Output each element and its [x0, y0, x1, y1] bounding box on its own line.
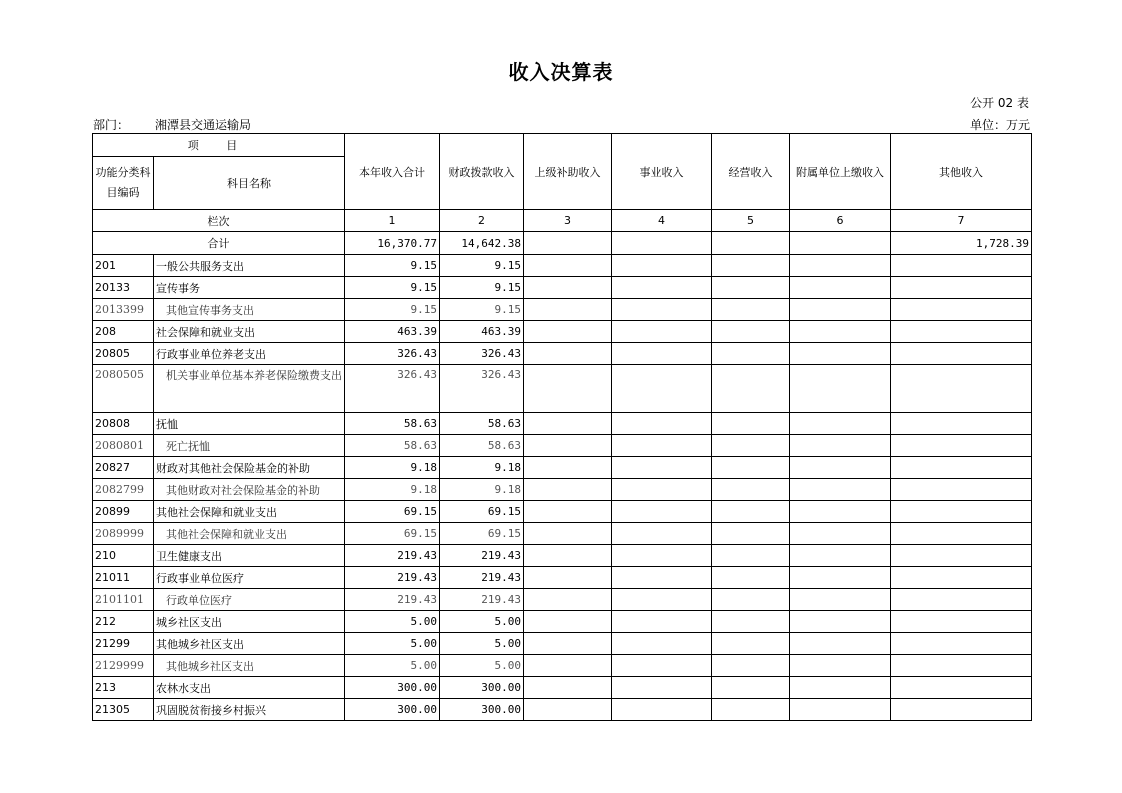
row-operating-income — [712, 457, 790, 479]
row-subject-name: 其他城乡社区支出 — [154, 655, 345, 677]
row-other-income — [891, 435, 1032, 457]
row-affiliated-income — [790, 699, 891, 721]
row-affiliated-income — [790, 523, 891, 545]
row-subject-name: 其他社会保障和就业支出 — [154, 501, 345, 523]
row-fiscal-income: 58.63 — [440, 413, 524, 435]
total-total-income: 16,370.77 — [345, 232, 440, 255]
row-operating-income — [712, 365, 790, 413]
row-subject-name: 其他宣传事务支出 — [154, 299, 345, 321]
income-table — [92, 133, 1032, 721]
row-other-income — [891, 501, 1032, 523]
row-subject-name: 其他财政对社会保险基金的补助 — [154, 479, 345, 501]
table-row — [93, 413, 1032, 435]
row-superior-subsidy — [524, 365, 612, 413]
row-business-income — [612, 255, 712, 277]
row-business-income — [612, 545, 712, 567]
table-row — [93, 435, 1032, 457]
table-row — [93, 255, 1032, 277]
row-operating-income — [712, 545, 790, 567]
row-business-income — [612, 413, 712, 435]
row-superior-subsidy — [524, 255, 612, 277]
row-other-income — [891, 343, 1032, 365]
row-total-income: 326.43 — [345, 343, 440, 365]
row-subject-name: 其他城乡社区支出 — [154, 633, 345, 655]
table-row — [93, 343, 1032, 365]
row-business-income — [612, 435, 712, 457]
row-total-income: 219.43 — [345, 589, 440, 611]
row-code: 20808 — [93, 413, 154, 435]
header-affiliated-income: 附属单位上缴收入 — [790, 134, 891, 210]
row-subject-name: 社会保障和就业支出 — [154, 321, 345, 343]
header-index-2: 2 — [440, 210, 524, 232]
row-business-income — [612, 567, 712, 589]
row-fiscal-income: 300.00 — [440, 677, 524, 699]
row-superior-subsidy — [524, 501, 612, 523]
row-superior-subsidy — [524, 677, 612, 699]
row-subject-name: 机关事业单位基本养老保险缴费支出 — [154, 365, 345, 413]
row-operating-income — [712, 677, 790, 699]
row-subject-name: 财政对其他社会保险基金的补助 — [154, 457, 345, 479]
row-other-income — [891, 633, 1032, 655]
row-fiscal-income: 300.00 — [440, 699, 524, 721]
row-affiliated-income — [790, 413, 891, 435]
row-subject-name: 城乡社区支出 — [154, 611, 345, 633]
row-business-income — [612, 523, 712, 545]
row-total-income: 9.15 — [345, 299, 440, 321]
row-other-income — [891, 321, 1032, 343]
row-fiscal-income: 463.39 — [440, 321, 524, 343]
row-subject-name: 巩固脱贫衔接乡村振兴 — [154, 699, 345, 721]
row-operating-income — [712, 413, 790, 435]
row-operating-income — [712, 633, 790, 655]
row-total-income: 9.15 — [345, 255, 440, 277]
row-superior-subsidy — [524, 589, 612, 611]
row-code: 2080801 — [93, 435, 154, 457]
row-subject-name: 宣传事务 — [154, 277, 345, 299]
row-operating-income — [712, 277, 790, 299]
row-business-income — [612, 633, 712, 655]
row-other-income — [891, 655, 1032, 677]
row-subject-name: 一般公共服务支出 — [154, 255, 345, 277]
row-total-income: 69.15 — [345, 523, 440, 545]
total-row — [93, 232, 1032, 255]
table-row — [93, 457, 1032, 479]
row-operating-income — [712, 699, 790, 721]
table-row — [93, 589, 1032, 611]
row-code: 208 — [93, 321, 154, 343]
row-affiliated-income — [790, 321, 891, 343]
row-other-income — [891, 413, 1032, 435]
row-affiliated-income — [790, 479, 891, 501]
total-fiscal-income: 14,642.38 — [440, 232, 524, 255]
row-subject-name: 行政事业单位医疗 — [154, 567, 345, 589]
row-affiliated-income — [790, 589, 891, 611]
row-code: 2101101 — [93, 589, 154, 611]
table-row — [93, 633, 1032, 655]
row-fiscal-income: 219.43 — [440, 567, 524, 589]
row-superior-subsidy — [524, 413, 612, 435]
total-other-income: 1,728.39 — [891, 232, 1032, 255]
row-code: 20133 — [93, 277, 154, 299]
row-fiscal-income: 326.43 — [440, 343, 524, 365]
row-business-income — [612, 365, 712, 413]
row-operating-income — [712, 255, 790, 277]
row-superior-subsidy — [524, 545, 612, 567]
row-operating-income — [712, 435, 790, 457]
row-code: 20827 — [93, 457, 154, 479]
row-superior-subsidy — [524, 321, 612, 343]
department-label: 部门： — [93, 118, 130, 132]
row-total-income: 219.43 — [345, 545, 440, 567]
row-superior-subsidy — [524, 567, 612, 589]
row-fiscal-income: 69.15 — [440, 501, 524, 523]
row-affiliated-income — [790, 677, 891, 699]
row-business-income — [612, 589, 712, 611]
row-affiliated-income — [790, 655, 891, 677]
row-business-income — [612, 457, 712, 479]
row-total-income: 9.18 — [345, 457, 440, 479]
row-superior-subsidy — [524, 633, 612, 655]
row-operating-income — [712, 589, 790, 611]
row-total-income: 58.63 — [345, 413, 440, 435]
header-index-4: 4 — [612, 210, 712, 232]
row-business-income — [612, 321, 712, 343]
table-row — [93, 677, 1032, 699]
row-business-income — [612, 479, 712, 501]
row-total-income: 463.39 — [345, 321, 440, 343]
row-affiliated-income — [790, 343, 891, 365]
row-total-income: 5.00 — [345, 611, 440, 633]
total-superior-subsidy — [524, 232, 612, 255]
row-business-income — [612, 277, 712, 299]
total-affiliated-income — [790, 232, 891, 255]
header-index-7: 7 — [891, 210, 1032, 232]
header-func-code: 功能分类科目编码 — [93, 157, 154, 210]
table-row — [93, 501, 1032, 523]
row-other-income — [891, 677, 1032, 699]
row-operating-income — [712, 479, 790, 501]
row-subject-name: 农林水支出 — [154, 677, 345, 699]
row-affiliated-income — [790, 501, 891, 523]
row-fiscal-income: 5.00 — [440, 611, 524, 633]
row-fiscal-income: 326.43 — [440, 365, 524, 413]
row-other-income — [891, 611, 1032, 633]
page-title: 收入决算表 — [508, 60, 614, 84]
row-code: 201 — [93, 255, 154, 277]
row-fiscal-income: 9.15 — [440, 299, 524, 321]
row-total-income: 69.15 — [345, 501, 440, 523]
table-row — [93, 523, 1032, 545]
form-number: 公开 02 表 — [970, 96, 1029, 110]
row-code: 2082799 — [93, 479, 154, 501]
row-other-income — [891, 277, 1032, 299]
row-subject-name: 其他社会保障和就业支出 — [154, 523, 345, 545]
row-superior-subsidy — [524, 655, 612, 677]
header-subject-name: 科目名称 — [154, 157, 345, 210]
row-fiscal-income: 69.15 — [440, 523, 524, 545]
row-business-income — [612, 655, 712, 677]
row-code: 20899 — [93, 501, 154, 523]
row-superior-subsidy — [524, 523, 612, 545]
header-superior-subsidy: 上级补助收入 — [524, 134, 612, 210]
row-superior-subsidy — [524, 699, 612, 721]
total-business-income — [612, 232, 712, 255]
row-operating-income — [712, 567, 790, 589]
row-business-income — [612, 699, 712, 721]
row-other-income — [891, 567, 1032, 589]
row-superior-subsidy — [524, 457, 612, 479]
row-affiliated-income — [790, 545, 891, 567]
table-row — [93, 299, 1032, 321]
row-code: 21305 — [93, 699, 154, 721]
row-subject-name: 死亡抚恤 — [154, 435, 345, 457]
table-row — [93, 699, 1032, 721]
department-name: 湘潭县交通运输局 — [155, 118, 252, 132]
row-total-income: 5.00 — [345, 633, 440, 655]
header-index-5: 5 — [712, 210, 790, 232]
header-item: 项 目 — [93, 134, 345, 157]
header-index-label: 栏次 — [93, 210, 345, 232]
header-index-3: 3 — [524, 210, 612, 232]
row-operating-income — [712, 343, 790, 365]
header-index-6: 6 — [790, 210, 891, 232]
row-other-income — [891, 255, 1032, 277]
row-other-income — [891, 699, 1032, 721]
row-fiscal-income: 5.00 — [440, 633, 524, 655]
table-row — [93, 365, 1032, 413]
row-code: 2129999 — [93, 655, 154, 677]
row-total-income: 5.00 — [345, 655, 440, 677]
row-superior-subsidy — [524, 611, 612, 633]
row-fiscal-income: 9.15 — [440, 277, 524, 299]
row-total-income: 300.00 — [345, 699, 440, 721]
row-other-income — [891, 365, 1032, 413]
row-business-income — [612, 501, 712, 523]
row-other-income — [891, 523, 1032, 545]
header-other-income: 其他收入 — [891, 134, 1032, 210]
row-superior-subsidy — [524, 299, 612, 321]
row-total-income: 58.63 — [345, 435, 440, 457]
row-other-income — [891, 545, 1032, 567]
row-affiliated-income — [790, 255, 891, 277]
unit-label: 单位：万元 — [969, 118, 1030, 132]
row-affiliated-income — [790, 567, 891, 589]
row-affiliated-income — [790, 633, 891, 655]
row-total-income: 9.18 — [345, 479, 440, 501]
row-code: 2089999 — [93, 523, 154, 545]
header-business-income: 事业收入 — [612, 134, 712, 210]
table-row — [93, 655, 1032, 677]
header-index-1: 1 — [345, 210, 440, 232]
row-subject-name: 行政事业单位养老支出 — [154, 343, 345, 365]
row-code: 21011 — [93, 567, 154, 589]
row-fiscal-income: 58.63 — [440, 435, 524, 457]
row-superior-subsidy — [524, 435, 612, 457]
header-fiscal-income: 财政拨款收入 — [440, 134, 524, 210]
table-row — [93, 611, 1032, 633]
row-code: 213 — [93, 677, 154, 699]
row-operating-income — [712, 523, 790, 545]
row-affiliated-income — [790, 277, 891, 299]
row-total-income: 300.00 — [345, 677, 440, 699]
row-code: 210 — [93, 545, 154, 567]
row-business-income — [612, 677, 712, 699]
row-affiliated-income — [790, 365, 891, 413]
total-label: 合计 — [93, 232, 345, 255]
row-fiscal-income: 219.43 — [440, 589, 524, 611]
row-total-income: 219.43 — [345, 567, 440, 589]
table-row — [93, 479, 1032, 501]
row-other-income — [891, 299, 1032, 321]
row-affiliated-income — [790, 435, 891, 457]
row-fiscal-income: 9.15 — [440, 255, 524, 277]
row-superior-subsidy — [524, 277, 612, 299]
row-operating-income — [712, 321, 790, 343]
table-row — [93, 277, 1032, 299]
row-operating-income — [712, 655, 790, 677]
row-subject-name: 抚恤 — [154, 413, 345, 435]
total-operating-income — [712, 232, 790, 255]
header-total-income: 本年收入合计 — [345, 134, 440, 210]
header-operating-income: 经营收入 — [712, 134, 790, 210]
row-superior-subsidy — [524, 343, 612, 365]
row-operating-income — [712, 501, 790, 523]
row-total-income: 9.15 — [345, 277, 440, 299]
row-code: 20805 — [93, 343, 154, 365]
row-affiliated-income — [790, 611, 891, 633]
row-superior-subsidy — [524, 479, 612, 501]
row-affiliated-income — [790, 457, 891, 479]
row-affiliated-income — [790, 299, 891, 321]
table-row — [93, 545, 1032, 567]
row-business-income — [612, 299, 712, 321]
row-operating-income — [712, 611, 790, 633]
row-business-income — [612, 343, 712, 365]
row-code: 212 — [93, 611, 154, 633]
row-subject-name: 行政单位医疗 — [154, 589, 345, 611]
row-other-income — [891, 589, 1032, 611]
row-other-income — [891, 479, 1032, 501]
row-fiscal-income: 219.43 — [440, 545, 524, 567]
row-code: 2080505 — [93, 365, 154, 413]
row-subject-name: 卫生健康支出 — [154, 545, 345, 567]
row-total-income: 326.43 — [345, 365, 440, 413]
table-row — [93, 321, 1032, 343]
table-row — [93, 567, 1032, 589]
row-code: 2013399 — [93, 299, 154, 321]
row-operating-income — [712, 299, 790, 321]
row-fiscal-income: 9.18 — [440, 457, 524, 479]
row-other-income — [891, 457, 1032, 479]
row-business-income — [612, 611, 712, 633]
row-fiscal-income: 9.18 — [440, 479, 524, 501]
row-fiscal-income: 5.00 — [440, 655, 524, 677]
row-code: 21299 — [93, 633, 154, 655]
